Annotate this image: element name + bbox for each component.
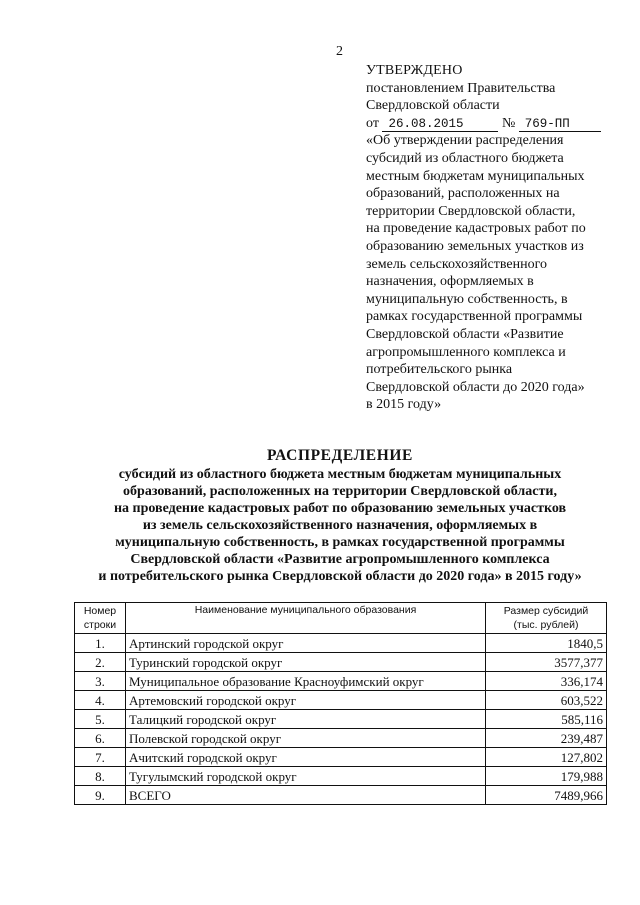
total-amount: 7489,966 xyxy=(486,786,607,805)
approval-title: УТВЕРЖДЕНО xyxy=(366,63,463,78)
table-row xyxy=(75,767,607,786)
subject-line: потребительского рынка xyxy=(366,362,513,378)
subject-line: «Об утверждении распределения xyxy=(366,133,564,149)
approval-block xyxy=(366,62,626,414)
subject-line: земель сельскохозяйственного xyxy=(366,256,547,272)
subject-line: муниципальную собственность, в xyxy=(366,291,568,307)
document-title: РАСПРЕДЕЛЕНИЕ xyxy=(267,447,413,464)
subsidy-amount: 179,988 xyxy=(486,767,607,786)
municipality-name: Туринский городской округ xyxy=(126,653,486,672)
header-amount-line-2: (тыс. рублей) xyxy=(513,619,579,631)
subject-line: субсидий из областного бюджета xyxy=(366,150,564,166)
distribution-table xyxy=(74,602,607,805)
subject-line: территории Свердловской области, xyxy=(366,203,576,219)
heading-line: Свердловской области «Развитие агропромышленного комплекса xyxy=(130,552,550,567)
subsidy-amount: 603,522 xyxy=(486,691,607,710)
municipality-name: Артемовский городской округ xyxy=(126,691,486,710)
heading-line: образований, расположенных на территории Свердловской области, xyxy=(123,484,557,499)
municipality-name: Тугулымский городской округ xyxy=(126,767,486,786)
row-number: 9. xyxy=(75,786,126,805)
subject-line: на проведение кадастровых работ по xyxy=(366,221,586,237)
table-row xyxy=(75,634,607,653)
table-row xyxy=(75,748,607,767)
row-number: 1. xyxy=(75,634,126,653)
subsidy-amount: 3577,377 xyxy=(486,653,607,672)
table-row xyxy=(75,691,607,710)
approval-line-2: Свердловской области xyxy=(366,98,500,114)
number-prefix: № xyxy=(501,115,516,131)
row-number: 5. xyxy=(75,710,126,729)
header-subsidy-amount xyxy=(486,603,607,634)
subsidy-amount: 336,174 xyxy=(486,672,607,691)
table-header-row xyxy=(75,603,607,634)
heading-line: муниципальную собственность, в рамках государственной программы xyxy=(115,535,565,550)
subsidy-amount: 127,802 xyxy=(486,748,607,767)
municipality-name: Талицкий городской округ xyxy=(126,710,486,729)
heading-line: из земель сельскохозяйственного назначения, оформляемых в xyxy=(142,518,538,533)
subject-line: местным бюджетам муниципальных xyxy=(366,168,585,184)
heading-line: на проведение кадастровых работ по образованию земельных участков xyxy=(113,501,567,516)
header-amount-line-1: Размер субсидий xyxy=(503,605,589,617)
subject-line: рамках государственной программы xyxy=(366,309,583,325)
row-number: 4. xyxy=(75,691,126,710)
table-row xyxy=(75,672,607,691)
table-row xyxy=(75,653,607,672)
subject-line: Свердловской области «Развитие xyxy=(366,326,564,342)
approval-line-1: постановлением Правительства xyxy=(366,80,556,96)
table-row xyxy=(75,729,607,748)
approval-date-line xyxy=(366,115,626,133)
municipality-name: Муниципальное образование Красноуфимский округ xyxy=(126,672,486,691)
header-row-number xyxy=(75,603,126,634)
row-number: 6. xyxy=(75,729,126,748)
header-row-number-line-1: Номер xyxy=(83,605,117,617)
subsidy-amount: 1840,5 xyxy=(486,634,607,653)
municipality-name: Полевской городской округ xyxy=(126,729,486,748)
subject-line: агропромышленного комплекса и xyxy=(366,344,566,360)
subject-line: образований, расположенных на xyxy=(366,186,560,202)
total-label: ВСЕГО xyxy=(126,786,486,805)
document-heading xyxy=(60,446,620,585)
subsidy-amount: 585,116 xyxy=(486,710,607,729)
municipality-name: Ачитский городской округ xyxy=(126,748,486,767)
table-row-total xyxy=(75,786,607,805)
row-number: 2. xyxy=(75,653,126,672)
subject-line: Свердловской области до 2020 года» xyxy=(366,379,585,395)
municipality-name: Артинский городской округ xyxy=(126,634,486,653)
heading-line: и потребительского рынка Свердловской области до 2020 года» в 2015 году» xyxy=(98,569,582,584)
date-prefix: от xyxy=(366,115,379,131)
table-row xyxy=(75,710,607,729)
subsidy-amount: 239,487 xyxy=(486,729,607,748)
header-municipality-name: Наименование муниципального образования xyxy=(126,603,486,634)
approval-number: 769-ПП xyxy=(519,117,601,132)
subject-line: в 2015 году» xyxy=(366,397,442,413)
row-number: 8. xyxy=(75,767,126,786)
heading-line: субсидий из областного бюджета местным бюджетам муниципальных xyxy=(118,467,562,482)
approval-date: 26.08.2015 xyxy=(382,117,498,132)
header-row-number-line-2: строки xyxy=(83,619,117,631)
row-number: 7. xyxy=(75,748,126,767)
row-number: 3. xyxy=(75,672,126,691)
subject-line: назначения, оформляемых в xyxy=(366,274,534,290)
page-number: 2 xyxy=(336,44,343,59)
subject-line: образованию земельных участков из xyxy=(366,238,584,254)
